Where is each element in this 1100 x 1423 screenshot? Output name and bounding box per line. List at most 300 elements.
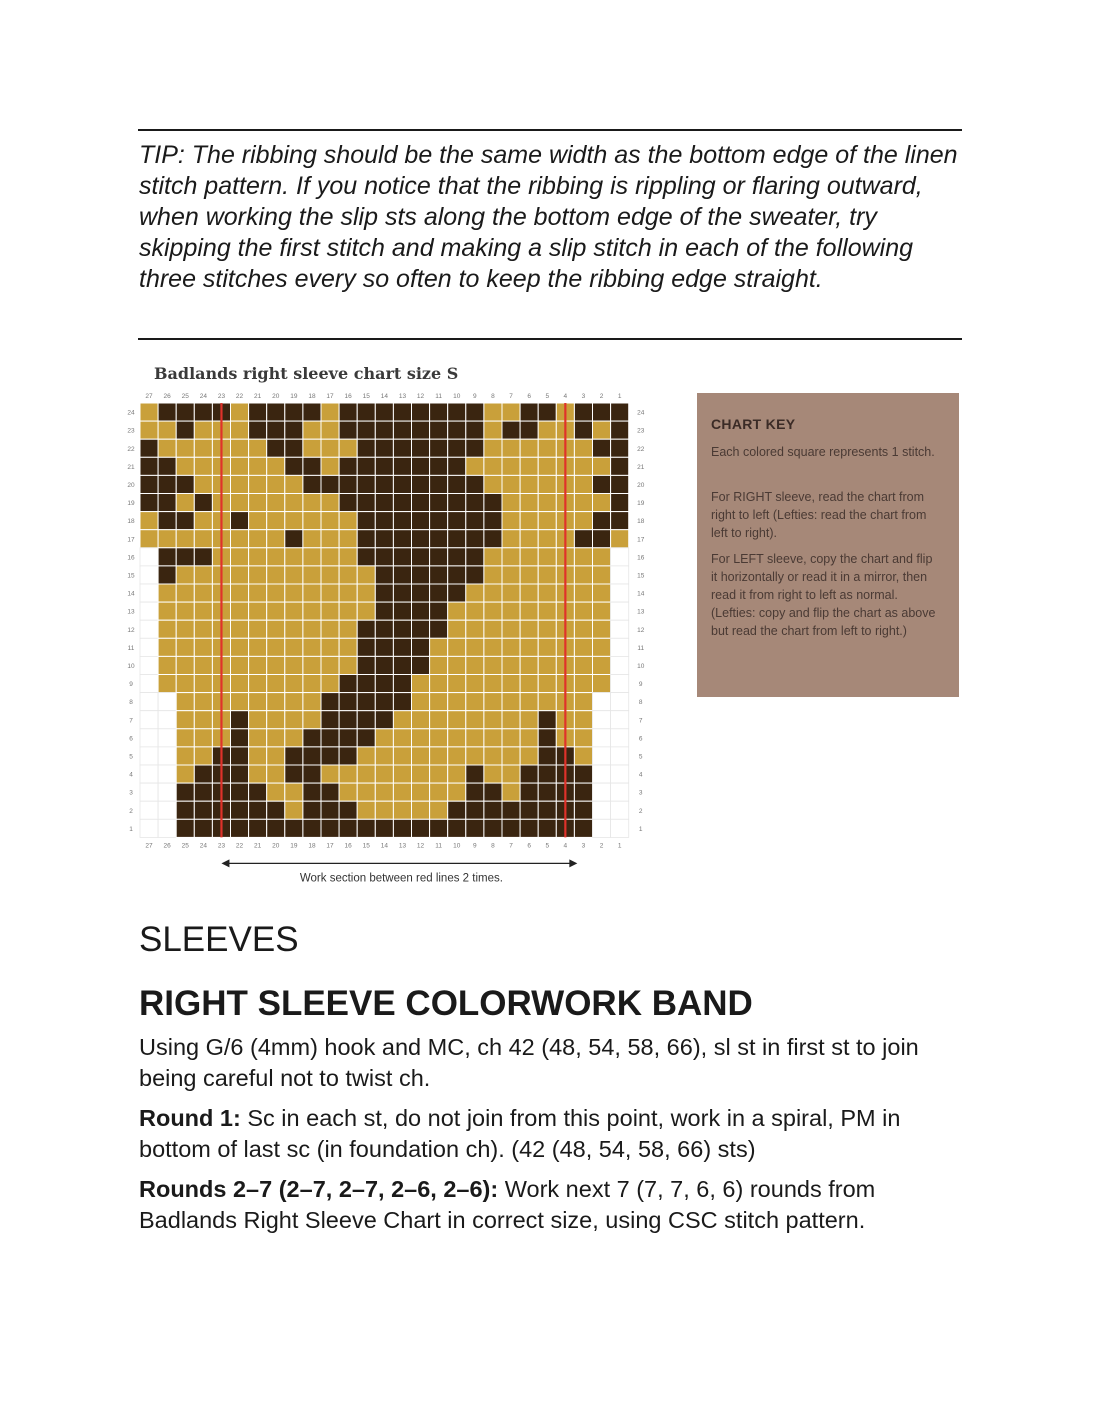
row-number-left: 17 xyxy=(127,536,135,544)
chart-cell-cc xyxy=(574,566,592,584)
chart-key-title: CHART KEY xyxy=(711,416,796,432)
chart-cell-mc xyxy=(412,494,430,512)
chart-cell-mc xyxy=(393,566,411,584)
chart-cell-empty xyxy=(140,566,158,584)
chart-cell-empty xyxy=(593,801,611,819)
chart-cell-cc xyxy=(412,801,430,819)
column-number-top: 7 xyxy=(509,393,513,400)
column-number-bottom: 27 xyxy=(145,842,153,850)
chart-cell-mc xyxy=(339,494,357,512)
column-number-bottom: 6 xyxy=(527,842,531,850)
chart-cell-cc xyxy=(249,693,267,711)
chart-cell-cc xyxy=(520,494,538,512)
chart-cell-cc xyxy=(339,584,357,602)
row-number-right: 15 xyxy=(637,572,645,580)
chart-cell-cc xyxy=(321,602,339,620)
chart-cell-mc xyxy=(375,566,393,584)
chart-cell-mc xyxy=(285,530,303,548)
row-number-right: 21 xyxy=(637,463,645,471)
column-number-top: 11 xyxy=(435,393,443,400)
chart-cell-mc xyxy=(430,421,448,439)
chart-cell-cc xyxy=(448,675,466,693)
chart-cell-cc xyxy=(321,566,339,584)
chart-cell-cc xyxy=(140,403,158,421)
chart-cell-cc xyxy=(285,584,303,602)
chart-cell-empty xyxy=(611,693,629,711)
chart-cell-mc xyxy=(176,403,194,421)
chart-cell-cc xyxy=(140,512,158,530)
chart-cell-cc xyxy=(194,475,212,493)
chart-cell-mc xyxy=(339,421,357,439)
chart-cell-mc xyxy=(412,602,430,620)
chart-cell-empty xyxy=(611,584,629,602)
chart-cell-mc xyxy=(448,548,466,566)
column-number-bottom: 12 xyxy=(416,842,425,850)
chart-cell-mc xyxy=(375,439,393,457)
chart-cell-cc xyxy=(502,765,520,783)
chart-cell-cc xyxy=(285,801,303,819)
chart-cell-mc xyxy=(520,421,538,439)
chart-cell-cc xyxy=(520,675,538,693)
chart-cell-cc xyxy=(412,675,430,693)
chart-cell-mc xyxy=(357,729,375,747)
column-number-bottom: 8 xyxy=(491,842,495,850)
chart-cell-cc xyxy=(267,475,285,493)
chart-cell-cc xyxy=(267,548,285,566)
row-number-left: 18 xyxy=(127,518,135,526)
row-number-left: 11 xyxy=(127,644,135,652)
chart-cell-cc xyxy=(249,584,267,602)
chart-cell-cc xyxy=(466,747,484,765)
chart-cell-cc xyxy=(538,638,556,656)
chart-cell-cc xyxy=(194,602,212,620)
chart-cell-cc xyxy=(194,693,212,711)
chart-cell-cc xyxy=(339,566,357,584)
row-number-left: 1 xyxy=(129,825,133,833)
chart-cell-mc xyxy=(412,421,430,439)
row-number-left: 6 xyxy=(129,735,133,743)
row-number-left: 4 xyxy=(129,771,133,779)
chart-cell-mc xyxy=(393,602,411,620)
chart-cell-empty xyxy=(611,711,629,729)
row-number-right: 14 xyxy=(637,590,645,598)
chart-cell-empty xyxy=(593,729,611,747)
chart-cell-mc xyxy=(412,566,430,584)
chart-cell-cc xyxy=(285,711,303,729)
chart-cell-mc xyxy=(466,566,484,584)
chart-cell-cc xyxy=(285,602,303,620)
chart-cell-cc xyxy=(267,494,285,512)
chart-cell-cc xyxy=(538,530,556,548)
chart-cell-cc xyxy=(484,421,502,439)
chart-cell-mc xyxy=(502,421,520,439)
chart-cell-cc xyxy=(267,656,285,674)
chart-cell-mc xyxy=(430,512,448,530)
row-number-left: 5 xyxy=(129,753,133,761)
chart-cell-cc xyxy=(574,512,592,530)
chart-key-panel xyxy=(697,393,959,697)
chart-cell-mc xyxy=(231,801,249,819)
row-number-right: 17 xyxy=(637,536,645,544)
chart-cell-cc xyxy=(466,656,484,674)
repeat-arrow-right-head xyxy=(569,859,577,867)
chart-cell-cc xyxy=(520,584,538,602)
row-number-left: 19 xyxy=(127,500,135,508)
chart-cell-cc xyxy=(375,783,393,801)
chart-cell-mc xyxy=(375,819,393,837)
chart-cell-mc xyxy=(231,729,249,747)
chart-cell-cc xyxy=(303,548,321,566)
chart-cell-cc xyxy=(502,548,520,566)
chart-key-right-sleeve-note: For RIGHT sleeve, read the chart from right to left (Lefties: read the chart from left to right). xyxy=(711,490,927,540)
chart-cell-cc xyxy=(538,675,556,693)
chart-cell-cc xyxy=(375,801,393,819)
chart-cell-cc xyxy=(502,494,520,512)
chart-cell-mc xyxy=(412,457,430,475)
chart-cell-mc xyxy=(593,530,611,548)
chart-cell-cc xyxy=(249,675,267,693)
chart-cell-cc xyxy=(520,711,538,729)
chart-cell-cc xyxy=(303,530,321,548)
column-number-top: 19 xyxy=(290,393,298,400)
chart-cell-cc xyxy=(249,620,267,638)
chart-cell-cc xyxy=(502,530,520,548)
chart-cell-mc xyxy=(393,548,411,566)
row-number-right: 3 xyxy=(638,789,643,797)
chart-cell-mc xyxy=(194,765,212,783)
chart-cell-cc xyxy=(158,620,176,638)
chart-cell-mc xyxy=(339,729,357,747)
chart-cell-mc xyxy=(466,783,484,801)
chart-cell-cc xyxy=(321,765,339,783)
chart-cell-cc xyxy=(267,783,285,801)
chart-cell-cc xyxy=(285,693,303,711)
chart-cell-cc xyxy=(321,656,339,674)
chart-cell-mc xyxy=(484,801,502,819)
chart-cell-cc xyxy=(538,512,556,530)
chart-cell-mc xyxy=(538,403,556,421)
chart-cell-mc xyxy=(538,747,556,765)
column-number-bottom: 16 xyxy=(344,842,352,850)
column-number-top: 3 xyxy=(581,393,586,400)
chart-cell-empty xyxy=(593,783,611,801)
chart-cell-mc xyxy=(285,421,303,439)
chart-cell-cc xyxy=(194,747,212,765)
chart-cell-mc xyxy=(466,494,484,512)
chart-cell-mc xyxy=(448,512,466,530)
chart-cell-mc xyxy=(231,747,249,765)
chart-cell-mc xyxy=(375,403,393,421)
chart-cell-cc xyxy=(303,421,321,439)
row-number-left: 12 xyxy=(127,626,135,634)
chart-cell-mc xyxy=(448,421,466,439)
chart-cell-cc xyxy=(321,439,339,457)
chart-cell-cc xyxy=(321,548,339,566)
row-number-left: 8 xyxy=(129,699,133,707)
row-number-right: 24 xyxy=(637,409,645,417)
chart-cell-cc xyxy=(520,530,538,548)
chart-cell-cc xyxy=(267,620,285,638)
row-number-right: 8 xyxy=(638,699,643,707)
column-number-top: 1 xyxy=(617,393,622,400)
chart-cell-mc xyxy=(303,819,321,837)
chart-cell-cc xyxy=(593,421,611,439)
column-number-top: 18 xyxy=(308,393,316,400)
row-number-right: 18 xyxy=(637,518,645,526)
row-number-left: 24 xyxy=(127,409,135,417)
chart-cell-mc xyxy=(466,421,484,439)
chart-cell-mc xyxy=(194,403,212,421)
chart-cell-cc xyxy=(520,602,538,620)
chart-cell-cc xyxy=(303,693,321,711)
column-number-bottom: 2 xyxy=(599,842,604,850)
chart-cell-cc xyxy=(430,675,448,693)
chart-cell-cc xyxy=(375,747,393,765)
chart-cell-empty xyxy=(611,656,629,674)
chart-cell-mc xyxy=(466,403,484,421)
chart-cell-cc xyxy=(339,620,357,638)
column-number-top: 6 xyxy=(527,393,531,400)
chart-cell-mc xyxy=(357,457,375,475)
chart-cell-cc xyxy=(393,801,411,819)
chart-cell-cc xyxy=(194,675,212,693)
chart-cell-mc xyxy=(412,548,430,566)
chart-cell-mc xyxy=(321,729,339,747)
chart-cell-cc xyxy=(574,584,592,602)
chart-cell-mc xyxy=(339,457,357,475)
chart-cell-cc xyxy=(412,783,430,801)
chart-cell-cc xyxy=(267,584,285,602)
chart-cell-cc xyxy=(249,747,267,765)
chart-cell-mc xyxy=(466,801,484,819)
column-number-top: 23 xyxy=(217,393,226,400)
chart-cell-mc xyxy=(158,475,176,493)
chart-cell-cc xyxy=(593,656,611,674)
chart-cell-cc xyxy=(538,656,556,674)
chart-cell-mc xyxy=(430,494,448,512)
chart-cell-mc xyxy=(466,530,484,548)
column-number-top: 9 xyxy=(473,393,477,400)
column-number-bottom: 3 xyxy=(581,842,586,850)
chart-cell-cc xyxy=(267,747,285,765)
chart-cell-cc xyxy=(520,548,538,566)
row-number-right: 16 xyxy=(637,554,645,562)
chart-cell-mc xyxy=(466,819,484,837)
chart-cell-cc xyxy=(520,656,538,674)
chart-cell-cc xyxy=(574,729,592,747)
chart-cell-cc xyxy=(538,620,556,638)
chart-cell-mc xyxy=(339,403,357,421)
chart-cell-cc xyxy=(249,475,267,493)
column-number-bottom: 14 xyxy=(380,842,388,850)
chart-cell-cc xyxy=(249,512,267,530)
chart-cell-empty xyxy=(611,819,629,837)
chart-cell-cc xyxy=(502,457,520,475)
chart-cell-cc xyxy=(249,494,267,512)
chart-cell-empty xyxy=(593,711,611,729)
chart-cell-cc xyxy=(267,729,285,747)
chart-cell-mc xyxy=(158,548,176,566)
chart-cell-empty xyxy=(140,765,158,783)
chart-cell-mc xyxy=(448,530,466,548)
rounds-2-7-label: Rounds 2–7 (2–7, 2–7, 2–6, 2–6): xyxy=(139,1176,499,1202)
chart-cell-cc xyxy=(231,439,249,457)
chart-cell-cc xyxy=(249,638,267,656)
chart-cell-mc xyxy=(339,675,357,693)
chart-cell-mc xyxy=(176,475,194,493)
chart-cell-cc xyxy=(375,729,393,747)
chart-cell-mc xyxy=(538,801,556,819)
chart-cell-cc xyxy=(448,765,466,783)
chart-cell-cc xyxy=(357,566,375,584)
chart-cell-mc xyxy=(520,403,538,421)
chart-cell-cc xyxy=(194,457,212,475)
chart-cell-mc xyxy=(593,475,611,493)
chart-cell-cc xyxy=(593,457,611,475)
chart-cell-mc xyxy=(393,403,411,421)
chart-cell-cc xyxy=(520,566,538,584)
chart-cell-cc xyxy=(231,693,249,711)
column-number-top: 17 xyxy=(326,393,334,400)
column-number-bottom: 17 xyxy=(326,842,334,850)
chart-cell-mc xyxy=(249,819,267,837)
chart-cell-cc xyxy=(231,530,249,548)
chart-cell-empty xyxy=(158,801,176,819)
chart-cell-empty xyxy=(140,729,158,747)
chart-cell-cc xyxy=(176,494,194,512)
chart-cell-cc xyxy=(339,439,357,457)
row-number-left: 20 xyxy=(127,481,135,489)
chart-cell-cc xyxy=(520,638,538,656)
chart-cell-cc xyxy=(321,584,339,602)
chart-cell-mc xyxy=(267,439,285,457)
chart-footer-note: Work section between red lines 2 times. xyxy=(299,872,503,885)
bottom-rule xyxy=(138,338,962,340)
chart-cell-mc xyxy=(176,548,194,566)
chart-cell-mc xyxy=(285,403,303,421)
sleeve-colorwork-chart xyxy=(120,385,680,897)
chart-cell-cc xyxy=(249,765,267,783)
chart-cell-mc xyxy=(412,530,430,548)
chart-cell-cc xyxy=(285,475,303,493)
chart-cell-cc xyxy=(231,638,249,656)
chart-cell-cc xyxy=(231,620,249,638)
chart-cell-cc xyxy=(285,638,303,656)
chart-cell-mc xyxy=(538,783,556,801)
chart-key-left-sleeve-note: For LEFT sleeve, copy the chart and flip it horizontally or read it in a mirror, then read it from right to left as normal. (Lefties: copy and flip the chart as above but read the chart from left to right.) xyxy=(711,552,936,638)
chart-cell-empty xyxy=(140,548,158,566)
chart-cell-mc xyxy=(249,801,267,819)
chart-cell-empty xyxy=(611,729,629,747)
chart-cell-cc xyxy=(538,475,556,493)
row-number-left: 22 xyxy=(127,445,135,453)
chart-cell-mc xyxy=(375,602,393,620)
chart-cell-cc xyxy=(484,457,502,475)
chart-cell-mc xyxy=(357,675,375,693)
row-number-left: 21 xyxy=(127,463,135,471)
chart-cell-cc xyxy=(249,656,267,674)
chart-cell-cc xyxy=(593,675,611,693)
chart-cell-mc xyxy=(303,475,321,493)
chart-cell-mc xyxy=(484,512,502,530)
chart-cell-cc xyxy=(267,675,285,693)
chart-cell-mc xyxy=(611,403,629,421)
column-number-bottom: 10 xyxy=(453,842,461,850)
chart-cell-cc xyxy=(538,548,556,566)
chart-cell-mc xyxy=(593,439,611,457)
chart-cell-cc xyxy=(321,530,339,548)
chart-cell-cc xyxy=(502,620,520,638)
chart-cell-cc xyxy=(267,512,285,530)
chart-cell-cc xyxy=(249,602,267,620)
chart-cell-cc xyxy=(593,584,611,602)
chart-cell-mc xyxy=(466,439,484,457)
chart-cell-cc xyxy=(502,693,520,711)
chart-cell-mc xyxy=(176,801,194,819)
chart-cell-mc xyxy=(375,638,393,656)
chart-cell-cc xyxy=(430,801,448,819)
chart-cell-cc xyxy=(502,638,520,656)
chart-cell-cc xyxy=(303,439,321,457)
chart-cell-cc xyxy=(484,711,502,729)
chart-cell-mc xyxy=(303,765,321,783)
chart-cell-mc xyxy=(285,819,303,837)
chart-cell-mc xyxy=(375,530,393,548)
chart-cell-cc xyxy=(484,566,502,584)
chart-cell-cc xyxy=(339,512,357,530)
chart-cell-empty xyxy=(140,675,158,693)
colorwork-band-heading: RIGHT SLEEVE COLORWORK BAND xyxy=(139,984,753,1023)
chart-cell-cc xyxy=(285,783,303,801)
column-number-bottom: 15 xyxy=(362,842,370,850)
chart-cell-cc xyxy=(249,457,267,475)
chart-cell-mc xyxy=(176,512,194,530)
chart-cell-cc xyxy=(538,693,556,711)
chart-cell-mc xyxy=(430,584,448,602)
chart-cell-mc xyxy=(321,475,339,493)
column-number-top: 21 xyxy=(254,393,262,400)
chart-cell-cc xyxy=(231,584,249,602)
round-1-text: Sc in each st, do not join from this point, work in a spiral, PM in bottom of last sc (in foundation ch). (42 (48, 54, 58, 66) sts) xyxy=(139,1105,901,1162)
chart-cell-empty xyxy=(611,602,629,620)
column-number-bottom: 22 xyxy=(235,842,244,850)
chart-cell-cc xyxy=(339,602,357,620)
chart-cell-mc xyxy=(285,747,303,765)
chart-cell-cc xyxy=(140,421,158,439)
chart-cell-mc xyxy=(466,475,484,493)
chart-cell-mc xyxy=(412,819,430,837)
chart-cell-cc xyxy=(484,638,502,656)
chart-cell-cc xyxy=(231,421,249,439)
chart-cell-cc xyxy=(484,656,502,674)
row-number-right: 7 xyxy=(638,717,643,725)
chart-cell-cc xyxy=(520,439,538,457)
chart-cell-cc xyxy=(357,747,375,765)
chart-cell-empty xyxy=(158,711,176,729)
chart-cell-mc xyxy=(249,403,267,421)
chart-cell-cc xyxy=(502,566,520,584)
chart-cell-cc xyxy=(303,620,321,638)
chart-cell-cc xyxy=(466,711,484,729)
chart-cell-mc xyxy=(194,494,212,512)
chart-cell-cc xyxy=(502,747,520,765)
chart-cell-mc xyxy=(448,494,466,512)
chart-cell-mc xyxy=(194,548,212,566)
chart-cell-mc xyxy=(412,403,430,421)
chart-cell-cc xyxy=(448,693,466,711)
chart-cell-empty xyxy=(611,548,629,566)
chart-cell-cc xyxy=(448,783,466,801)
